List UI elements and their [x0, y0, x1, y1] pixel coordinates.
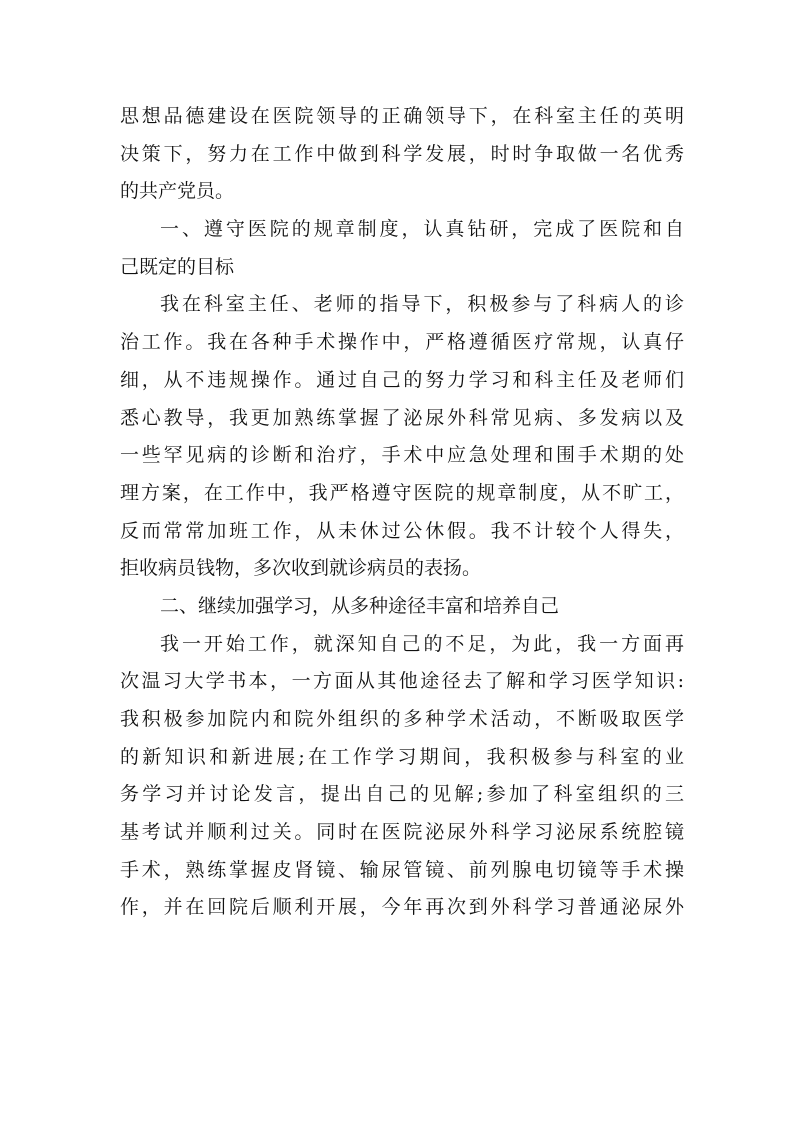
paragraph-line: 悉心教导，我更加熟练掌握了泌尿外科常见病、多发病以及 [120, 406, 684, 429]
paragraph-line: 反而常常加班工作，从未休过公休假。我不计较个人得失， [120, 519, 684, 542]
section-heading-line: 二、继续加强学习，从多种途径丰富和培养自己 [160, 594, 560, 617]
paragraph-line: 我在科室主任、老师的指导下，积极参与了科病人的诊 [160, 293, 684, 316]
paragraph-line: 的新知识和新进展;在工作学习期间，我积极参与科室的业 [120, 745, 684, 768]
paragraph-line: 我积极参加院内和院外组织的多种学术活动，不断吸取医学 [120, 708, 684, 730]
document-body [120, 98, 684, 927]
paragraph-line: 拒收病员钱物，多次收到就诊病员的表扬。 [120, 557, 482, 580]
paragraph-line: 基考试并顺利过关。同时在医院泌尿外科学习泌尿系统腔镜 [120, 821, 684, 844]
paragraph-line: 决策下，努力在工作中做到科学发展，时时争取做一名优秀 [120, 142, 684, 165]
section-heading-line: 一、遵守医院的规章制度，认真钻研，完成了医院和自 [160, 218, 684, 241]
paragraph-line: 手术，熟练掌握皮肾镜、输尿管镜、前列腺电切镜等手术操 [120, 858, 684, 881]
paragraph-line: 务学习并讨论发言，提出自己的见解;参加了科室组织的三 [120, 783, 684, 806]
paragraph-line: 细，从不违规操作。通过自己的努力学习和科主任及老师们 [120, 368, 684, 391]
paragraph-line: 治工作。我在各种手术操作中，严格遵循医疗常规，认真仔 [120, 331, 684, 354]
paragraph-line: 一些罕见病的诊断和治疗，手术中应急处理和围手术期的处 [120, 444, 684, 467]
paragraph-line: 的共产党员。 [120, 180, 235, 203]
paragraph-line: 次温习大学书本，一方面从其他途径去了解和学习医学知识: [120, 670, 684, 693]
paragraph-line: 作，并在回院后顺利开展，今年再次到外科学习普通泌尿外 [120, 896, 684, 919]
paragraph-line: 我一开始工作，就深知自己的不足，为此，我一方面再 [160, 632, 684, 655]
paragraph-line: 理方案，在工作中，我严格遵守医院的规章制度，从不旷工， [120, 481, 684, 504]
section-heading-line: 己既定的目标 [120, 255, 235, 278]
paragraph-line: 思想品德建设在医院领导的正确领导下，在科室主任的英明 [120, 105, 684, 127]
